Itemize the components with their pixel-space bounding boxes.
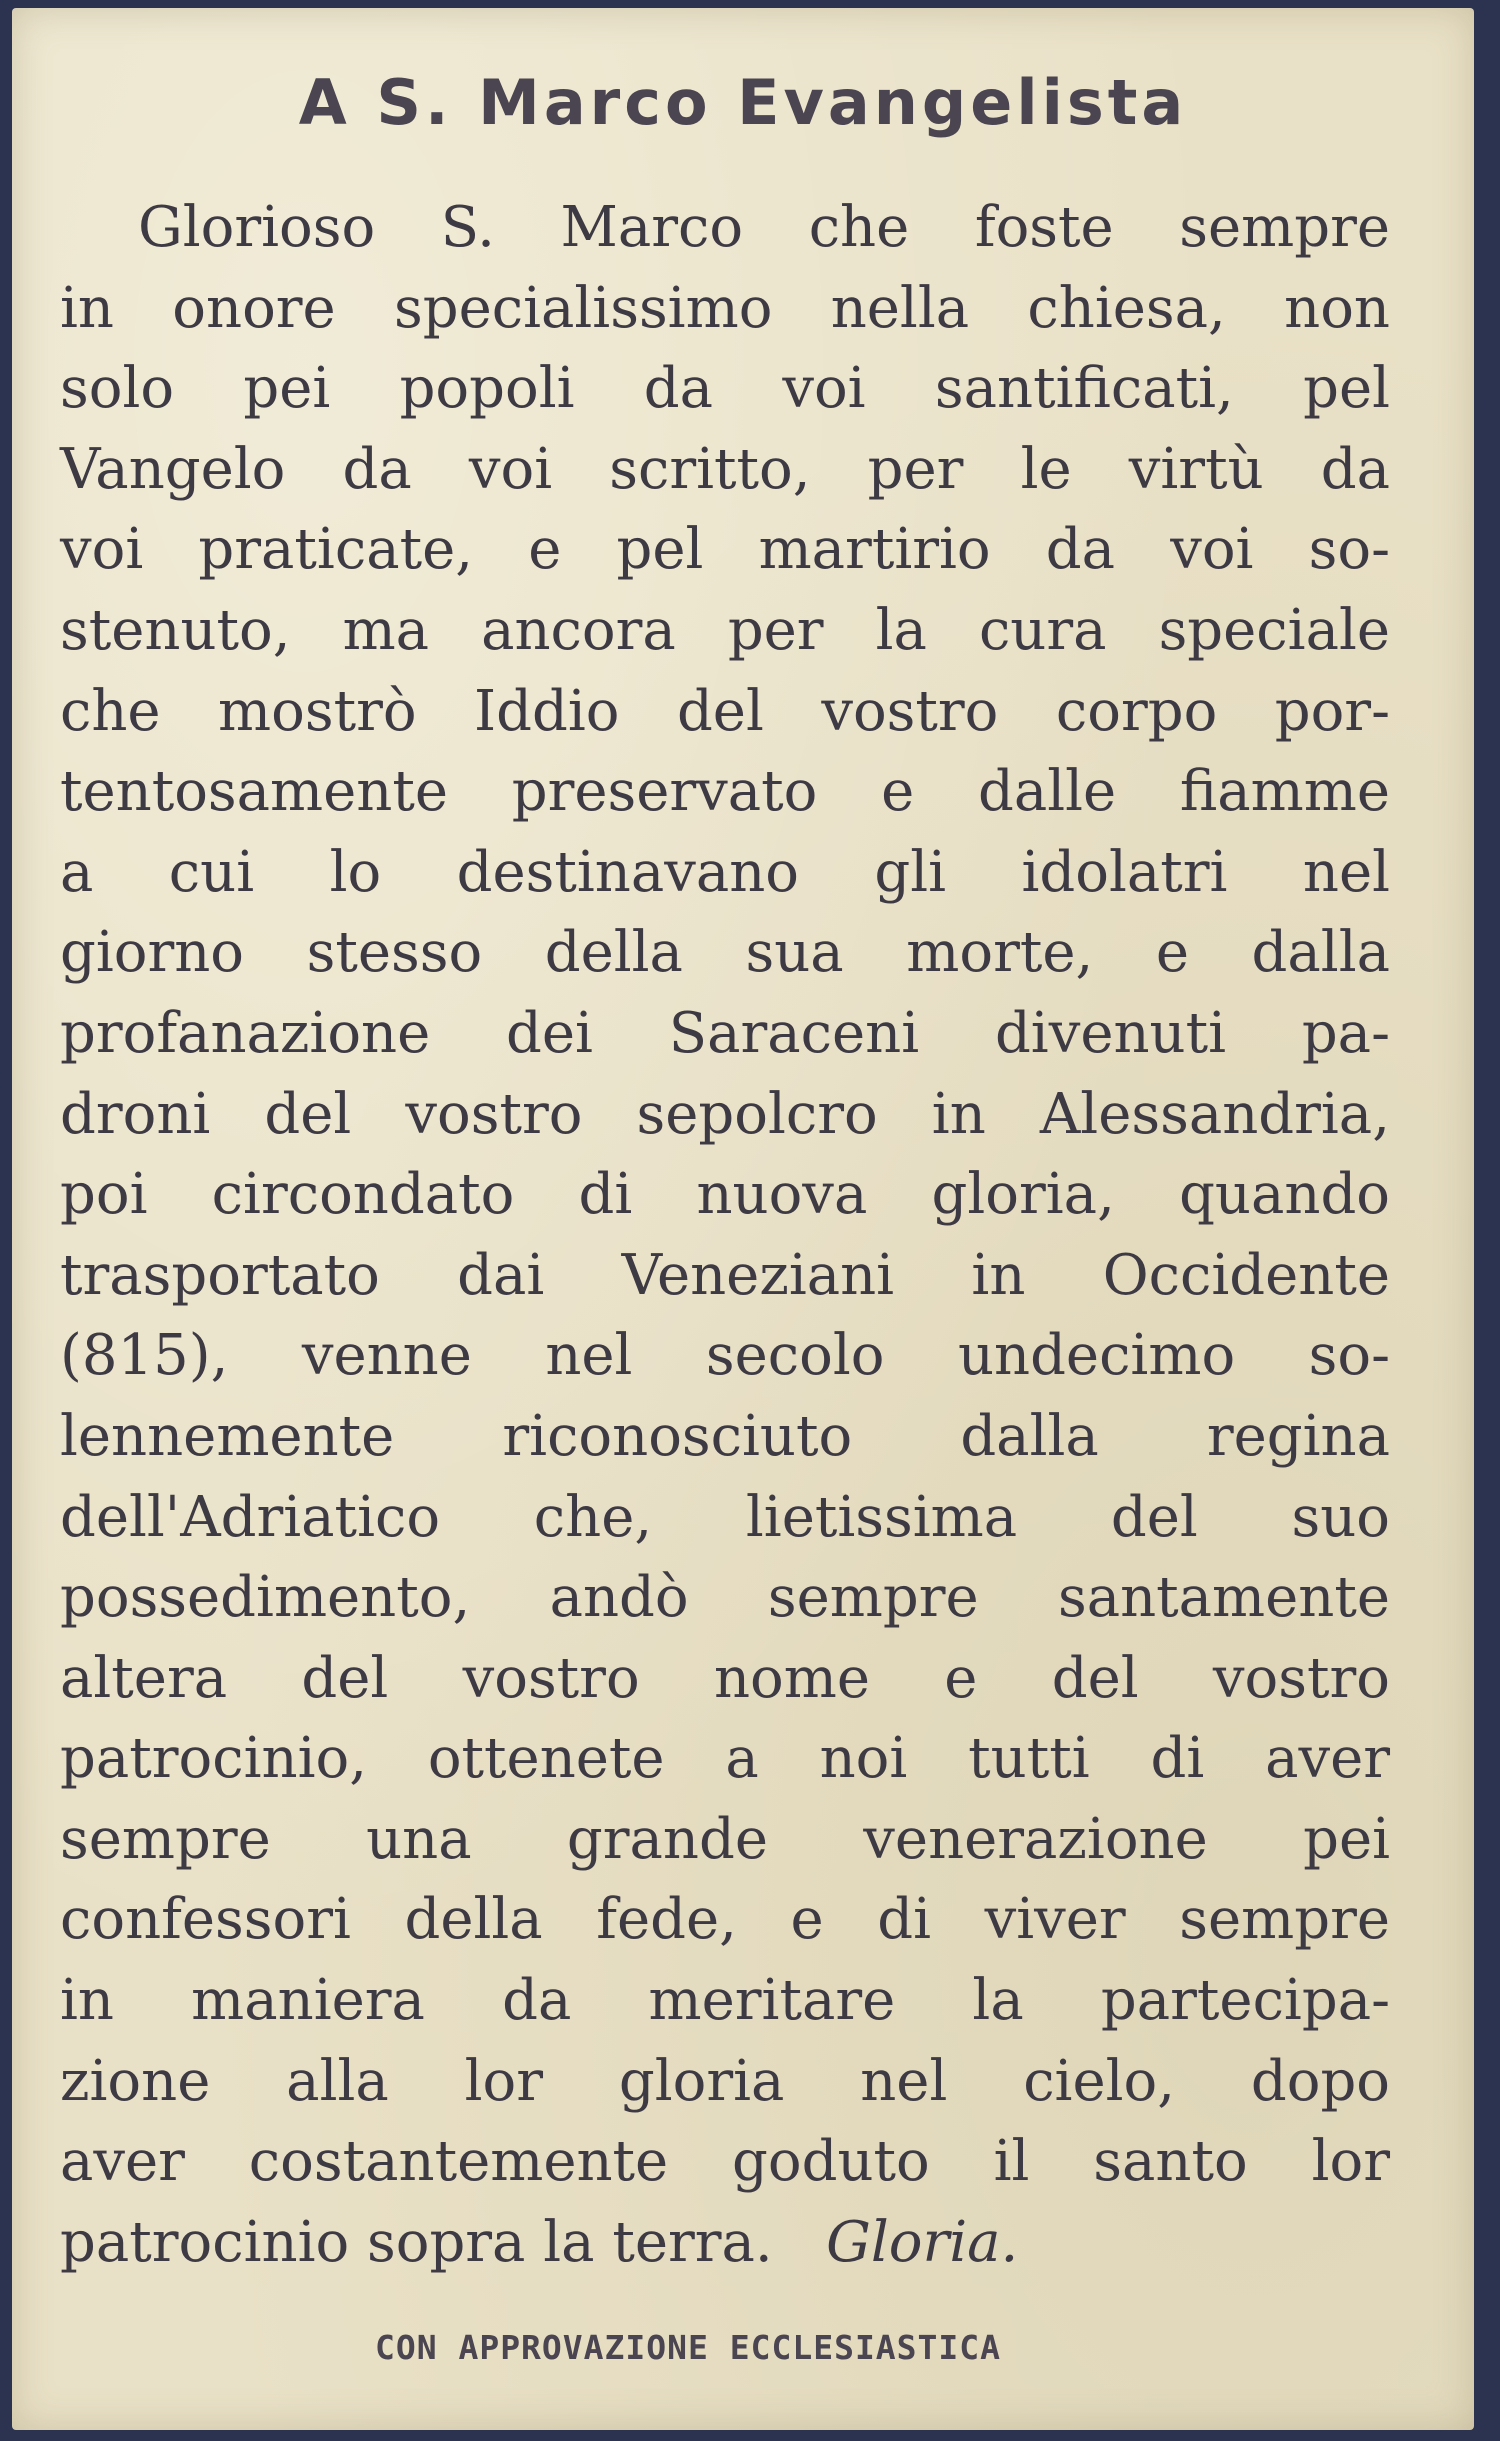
prayer-line: altera del vostro nome e del vostro (60, 1645, 1390, 1711)
prayer-line: (815), venne nel secolo undecimo so- (60, 1323, 1390, 1389)
prayer-final-line (60, 2203, 1390, 2284)
prayer-line: in onore specialissimo nella chiesa, non (60, 275, 1390, 341)
prayer-line: sempre una grande venerazione pei (60, 1806, 1390, 1872)
prayer-line: zione alla lor gloria nel cielo, dopo (60, 2048, 1390, 2114)
card-title: A S. Marco Evangelista (298, 66, 1188, 139)
prayer-line: Glorioso S. Marco che foste sempre (138, 195, 1390, 260)
prayer-line: in maniera da meritare la partecipa- (60, 1968, 1390, 2034)
prayer-line: tentosamente preservato e dalle fiamme (60, 759, 1390, 825)
prayer-line: patrocinio sopra la terra. (60, 2209, 773, 2275)
prayer-card (12, 8, 1474, 2430)
prayer-line: dell'Adriatico che, lietissima del suo (60, 1484, 1390, 1550)
prayer-line: lennemente riconosciuto dalla regina (60, 1403, 1390, 1469)
prayer-line: profanazione dei Saraceni divenuti pa- (60, 1000, 1390, 1066)
prayer-line: trasportato dai Veneziani in Occidente (60, 1242, 1390, 1308)
prayer-line: patrocinio, ottenete a noi tutti di aver (60, 1726, 1390, 1792)
prayer-line: Vangelo da voi scritto, per le virtù da (60, 436, 1390, 502)
prayer-line: solo pei popoli da voi santificati, pel (60, 356, 1390, 422)
prayer-line: stenuto, ma ancora per la cura speciale (60, 597, 1390, 663)
prayer-line: voi praticate, e pel martirio da voi so- (60, 517, 1390, 583)
prayer-line: giorno stesso della sua morte, e dalla (60, 920, 1390, 986)
prayer-line: possedimento, andò sempre santamente (60, 1565, 1390, 1631)
closing-gloria: Gloria. (826, 2209, 1019, 2275)
prayer-line: confessori della fede, e di viver sempre (60, 1887, 1390, 1953)
prayer-line: che mostrò Iddio del vostro corpo por- (60, 678, 1390, 744)
prayer-line: a cui lo destinavano gli idolatri nel (60, 839, 1390, 905)
prayer-line: poi circondato di nuova gloria, quando (60, 1162, 1390, 1228)
prayer-line: droni del vostro sepolcro in Alessandria, (60, 1081, 1390, 1147)
ecclesiastical-approval: CON APPROVAZIONE ECCLESIASTICA (374, 2328, 1002, 2367)
prayer-line: aver costantemente goduto il santo lor (60, 2129, 1390, 2195)
prayer-text (60, 188, 1390, 2283)
